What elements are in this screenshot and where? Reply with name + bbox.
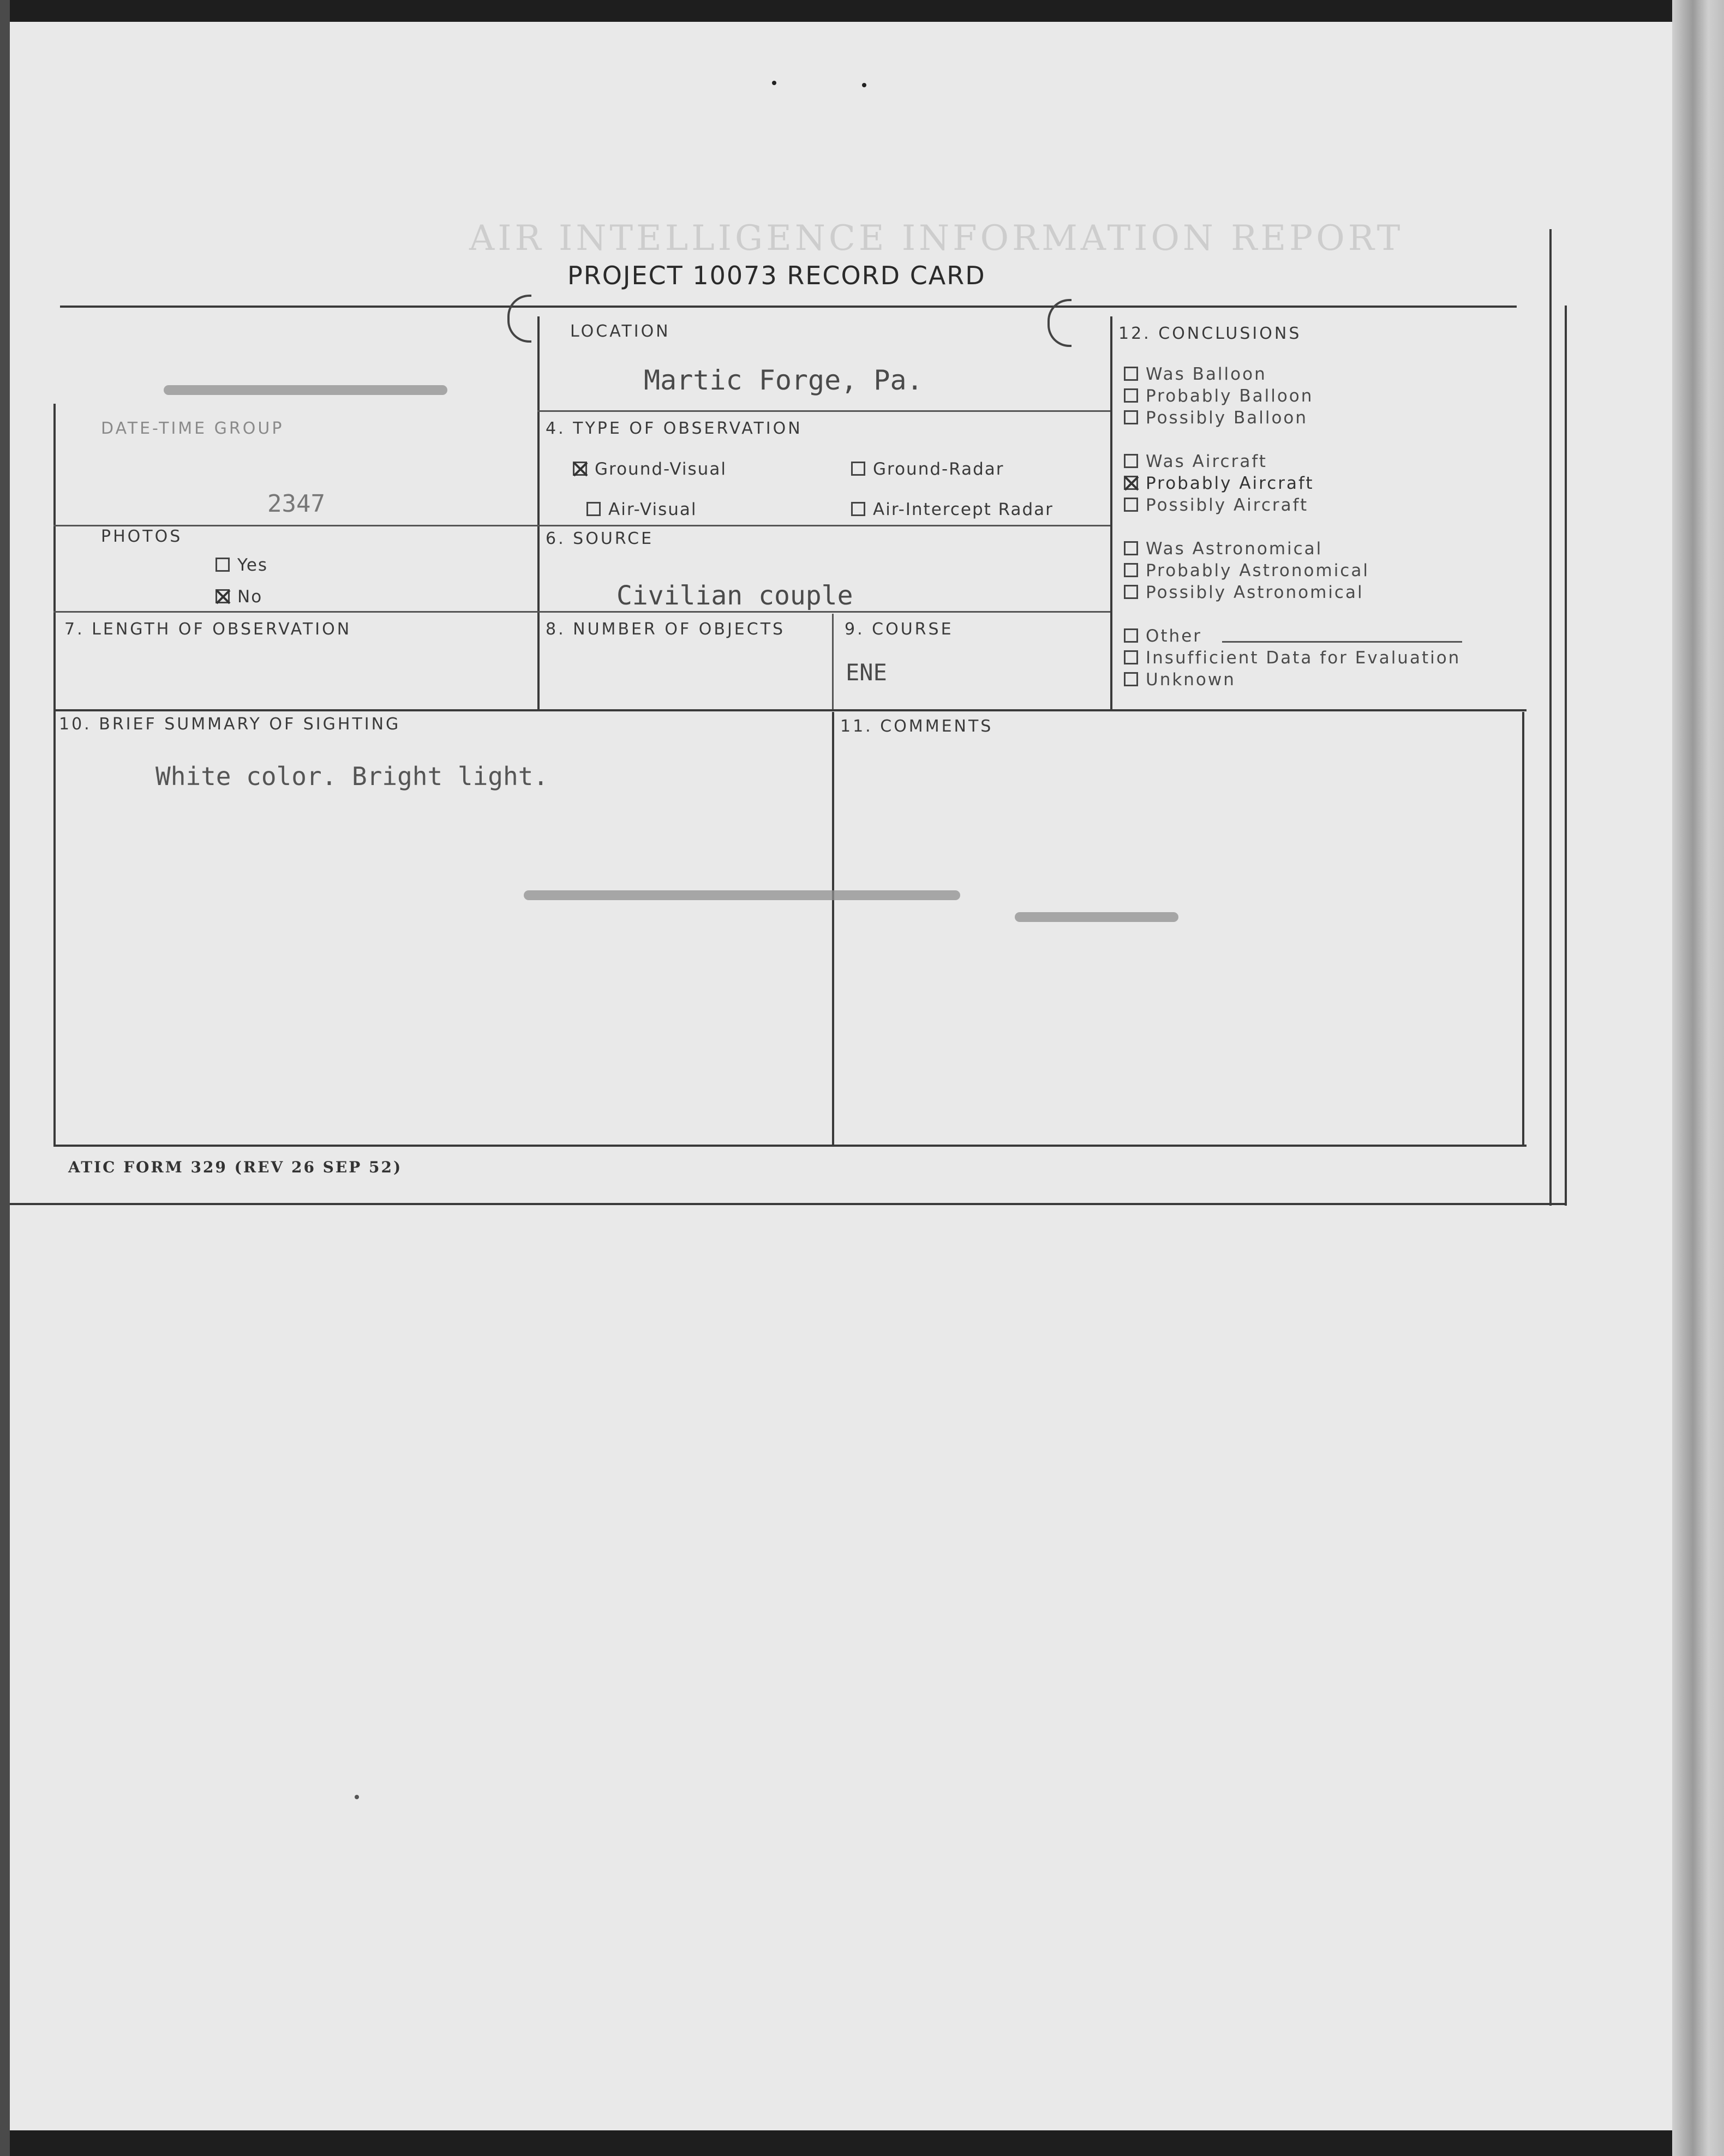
comments-label: 11. COMMENTS <box>840 717 993 736</box>
scan-border-bottom <box>0 2130 1724 2156</box>
checkbox-checked <box>1124 476 1138 490</box>
speck <box>772 81 776 85</box>
conclusion-probably-astronomical[interactable]: Probably Astronomical <box>1124 561 1369 580</box>
ghost-heading: AIR INTELLIGENCE INFORMATION REPORT <box>469 218 1404 259</box>
rule-length <box>53 611 1110 613</box>
source-value: Civilian couple <box>616 580 853 611</box>
rule-comments <box>832 712 834 1145</box>
checkbox <box>1124 410 1138 424</box>
source-label: 6. SOURCE <box>546 529 654 548</box>
rule-conclusions <box>1110 316 1112 709</box>
checkbox <box>851 462 865 476</box>
checkbox <box>1124 454 1138 468</box>
rule-location <box>537 410 1110 412</box>
checkbox <box>851 502 865 516</box>
option-ground-visual[interactable]: Ground-Visual <box>573 459 727 479</box>
checkbox <box>1124 498 1138 512</box>
scan-border-left <box>0 0 10 2156</box>
card-right-edge <box>1549 229 1552 1206</box>
checkbox-checked <box>216 589 230 603</box>
card-top-rule <box>60 306 1517 308</box>
checkbox <box>1124 672 1138 686</box>
rule-photos <box>53 525 1110 526</box>
card-left-edge <box>53 404 56 1146</box>
conclusion-was-aircraft[interactable]: Was Aircraft <box>1124 452 1267 471</box>
conclusion-insufficient-data[interactable]: Insufficient Data for Evaluation <box>1124 648 1460 668</box>
photos-label: PHOTOS <box>101 527 183 546</box>
rule-summary <box>53 709 1527 711</box>
scan-rule-bottom <box>10 1203 1565 1205</box>
summary-label: 10. BRIEF SUMMARY OF SIGHTING <box>59 715 401 734</box>
location-value: Martic Forge, Pa. <box>644 364 923 396</box>
conclusion-possibly-balloon[interactable]: Possibly Balloon <box>1124 408 1308 428</box>
option-ground-radar[interactable]: Ground-Radar <box>851 459 1004 479</box>
checkbox <box>1124 388 1138 403</box>
rule-number-course <box>832 614 834 709</box>
card-right-edge-outer <box>1565 306 1567 1206</box>
checkbox <box>586 502 601 516</box>
conclusion-was-balloon[interactable]: Was Balloon <box>1124 364 1267 384</box>
conclusion-possibly-aircraft[interactable]: Possibly Aircraft <box>1124 495 1308 515</box>
conclusion-other[interactable]: Other <box>1124 626 1202 646</box>
conclusion-probably-balloon[interactable]: Probably Balloon <box>1124 386 1313 406</box>
checkbox <box>1124 563 1138 577</box>
scan-border-right <box>1672 0 1724 2156</box>
option-air-intercept-radar[interactable]: Air-Intercept Radar <box>851 500 1053 519</box>
conclusions-label: 12. CONCLUSIONS <box>1118 324 1302 343</box>
rule-right-inner <box>1522 712 1524 1145</box>
checkbox <box>1124 585 1138 599</box>
redaction-mark <box>1015 912 1178 922</box>
conclusion-probably-aircraft[interactable]: Probably Aircraft <box>1124 474 1314 493</box>
speck <box>862 83 866 87</box>
form-identifier: ATIC FORM 329 (REV 26 SEP 52) <box>68 1158 403 1176</box>
date-time-value: 2347 <box>267 490 325 518</box>
card-title: PROJECT 10073 RECORD CARD <box>567 261 986 290</box>
option-photos-yes[interactable]: Yes <box>216 555 268 575</box>
option-air-visual[interactable]: Air-Visual <box>586 500 697 519</box>
checkbox <box>1124 541 1138 555</box>
redaction-mark <box>164 385 447 395</box>
checkbox-checked <box>573 462 587 476</box>
summary-value: White color. Bright light. <box>155 762 549 791</box>
checkbox <box>1124 650 1138 664</box>
course-value: ENE <box>846 659 887 686</box>
redaction-mark <box>524 890 960 900</box>
option-photos-no[interactable]: No <box>216 587 262 607</box>
checkbox <box>1124 367 1138 381</box>
scan-border-top <box>0 0 1724 22</box>
card-bottom-rule <box>53 1145 1527 1147</box>
length-label: 7. LENGTH OF OBSERVATION <box>64 620 352 639</box>
rule-left-column <box>537 316 540 709</box>
date-time-label: DATE-TIME GROUP <box>101 419 284 438</box>
checkbox <box>1124 628 1138 643</box>
speck <box>355 1795 359 1799</box>
conclusion-unknown[interactable]: Unknown <box>1124 670 1236 690</box>
observation-type-label: 4. TYPE OF OBSERVATION <box>546 419 803 438</box>
conclusion-possibly-astronomical[interactable]: Possibly Astronomical <box>1124 583 1364 602</box>
objects-label: 8. NUMBER OF OBJECTS <box>546 620 786 639</box>
other-fill-line <box>1222 641 1462 643</box>
checkbox <box>216 558 230 572</box>
conclusion-was-astronomical[interactable]: Was Astronomical <box>1124 539 1322 559</box>
course-label: 9. COURSE <box>845 620 954 639</box>
location-label: LOCATION <box>570 322 671 341</box>
